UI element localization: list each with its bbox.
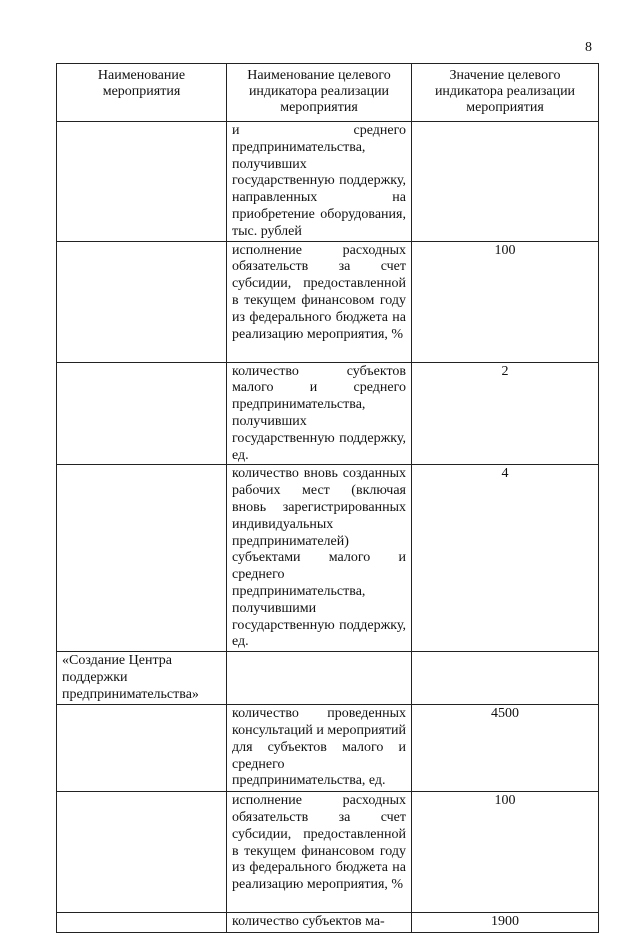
indicator-cell: и среднего предпринимательства, получивших государственную поддержку, направленных на приобретение оборудования, тыс. рублей [227, 122, 412, 242]
table-row [57, 913, 599, 933]
value-cell: 100 [412, 792, 599, 913]
value-cell: 1900 [412, 913, 599, 933]
page-number: 8 [585, 40, 592, 55]
event-cell: «Создание Центра поддержки предпринимательства» [57, 652, 227, 705]
indicator-cell: количество проведенных консультаций и мероприятий для субъектов малого и среднего предпринимательства, ед. [227, 705, 412, 792]
table-row [57, 652, 599, 705]
indicator-cell: количество вновь созданных рабочих мест (включая вновь зарегистрированных индивидуальных предпринимателей) субъектами малого и среднего предпринимательства, получившими государственную поддержку, ед. [227, 465, 412, 652]
indicator-cell: количество субъектов ма- [227, 913, 412, 933]
value-cell: 100 [412, 241, 599, 362]
table-header-row [57, 64, 599, 122]
event-cell [57, 241, 227, 362]
value-cell: 2 [412, 362, 599, 465]
value-cell [412, 122, 599, 242]
indicator-cell: исполнение расходных обязательств за счет субсидии, предоставленной в текущем финансовом году из федерального бюджета на реализацию мероприятия, % [227, 792, 412, 913]
table-row [57, 362, 599, 465]
event-cell [57, 792, 227, 913]
table-row [57, 792, 599, 913]
value-cell: 4 [412, 465, 599, 652]
value-cell [412, 652, 599, 705]
table-row [57, 122, 599, 242]
event-cell [57, 705, 227, 792]
header-indicator-value: Значение целевого индикатора реализации мероприятия [412, 64, 599, 122]
header-event-name: Наименование мероприятия [57, 64, 227, 122]
indicator-cell: исполнение расходных обязательств за счет субсидии, предоставленной в текущем финансовом году из федерального бюджета на реализацию мероприятия, % [227, 241, 412, 362]
event-cell [57, 465, 227, 652]
indicator-cell [227, 652, 412, 705]
value-cell: 4500 [412, 705, 599, 792]
indicators-table [56, 63, 599, 933]
table-row [57, 241, 599, 362]
event-cell [57, 913, 227, 933]
table-row [57, 705, 599, 792]
event-cell [57, 362, 227, 465]
event-cell [57, 122, 227, 242]
table-row [57, 465, 599, 652]
header-indicator-name: Наименование целевого индикатора реализации мероприятия [227, 64, 412, 122]
indicator-cell: количество субъектов малого и среднего предпринимательства, получивших государственную поддержку, ед. [227, 362, 412, 465]
